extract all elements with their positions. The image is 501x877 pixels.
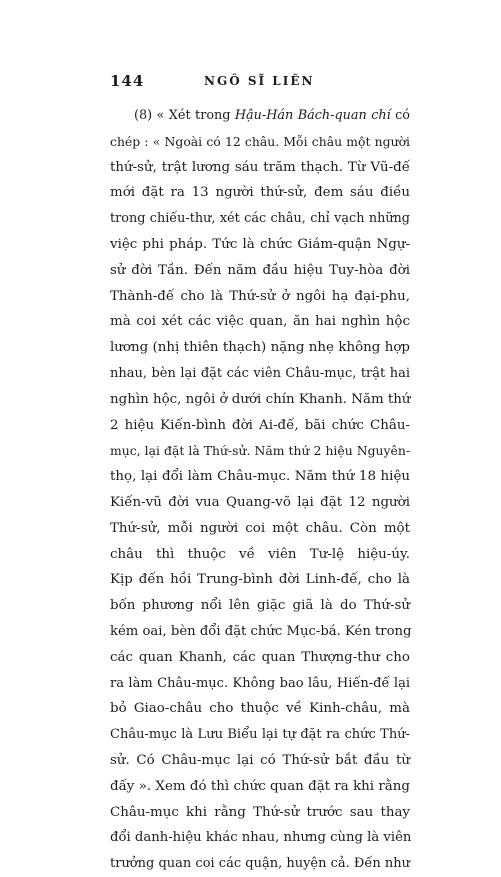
text-line: ra làm Châu-mục. Không bao lâu, Hiến-đế lại xyxy=(110,675,410,691)
text-line: châu thì thuộc về viên Tư-lệ hiệu-úy. xyxy=(110,546,410,562)
text-line: nhau, bèn lại đặt các viên Châu-mục, trật hai xyxy=(110,365,410,381)
text-line: đổi danh-hiệu khác nhau, nhưng cùng là viên xyxy=(110,830,412,846)
text-line: Kịp đến hồi Trung-bình đời Linh-đế, cho là xyxy=(110,572,410,588)
text-line: mới đặt ra 13 người thứ-sử, đem sáu điều xyxy=(110,185,410,201)
text-line: thọ, lại đổi làm Châu-mục. Năm thứ 18 hiệu xyxy=(110,469,410,485)
text-line: sử đời Tần. Đến năm đầu hiệu Tuy-hòa đời xyxy=(110,262,410,278)
text-line: Kiến-vũ đời vua Quang-võ lại đặt 12 người xyxy=(110,494,410,510)
text-line: mục, lại đặt là Thứ-sử. Năm thứ 2 hiệu Nguyên- xyxy=(110,443,410,459)
text-line: đấy ». Xem đó thì chức quan đặt ra khi rằng xyxy=(110,778,410,794)
page-header xyxy=(110,72,410,92)
text-line: Châu-mục khi rằng Thứ-sử trước sau thay xyxy=(110,804,410,820)
text-line: thứ-sử, trật lương sáu trăm thạch. Từ Vũ-đế xyxy=(110,159,410,175)
text-line: lương (nhị thiên thạch) nặng nhẹ không hợp xyxy=(110,340,410,356)
text-line: việc phi pháp. Tức là chức Giám-quận Ngự- xyxy=(110,236,410,252)
text-line: trong chiếu-thư, xét các châu, chỉ vạch những xyxy=(110,211,410,227)
text-line: Thứ-sử, mỗi người coi một châu. Còn một xyxy=(110,520,410,536)
text-line: 2 hiệu Kiến-bình đời Ai-đế, bãi chức Châu- xyxy=(110,417,410,433)
text-line: Thành-đế cho là Thứ-sử ở ngôi hạ đại-phu, xyxy=(110,288,410,304)
text-line: bốn phương nổi lên giặc giã là do Thứ-sử xyxy=(110,598,410,614)
page-number: 144 xyxy=(110,72,145,90)
text-line: Châu-mục là Lưu Biểu lại tự đặt ra chức Thứ- xyxy=(110,727,410,743)
running-title: NGÔ SĨ LIÊN xyxy=(204,74,315,88)
text-line: mà coi xét các việc quan, ăn hai nghìn hộc xyxy=(110,314,410,330)
book-title: Hậu-Hán Bách-quan chí xyxy=(234,108,391,123)
text-line: các quan Khanh, các quan Thượng-thư cho xyxy=(110,649,410,665)
text-line: sử. Có Châu-mục lại có Thứ-sử bắt đầu từ xyxy=(110,752,410,768)
text-line-start: (8) « Xét trong xyxy=(134,108,235,123)
text-line: chép : « Ngoài có 12 châu. Mỗi châu một người xyxy=(110,133,410,149)
text-line: nghìn hộc, ngôi ở dưới chín Khanh. Năm thứ xyxy=(110,391,411,407)
text-line: kém oai, bèn đổi đặt chức Mục-bá. Kén trong xyxy=(110,623,412,639)
text-line xyxy=(110,103,410,129)
text-line-end: có xyxy=(390,108,410,123)
footnote-text xyxy=(110,103,410,877)
text-line: trưởng quan coi các quận, huyện cả. Đến như xyxy=(110,856,411,872)
text-line: bỏ Giao-châu cho thuộc về Kinh-châu, mà xyxy=(110,701,410,717)
